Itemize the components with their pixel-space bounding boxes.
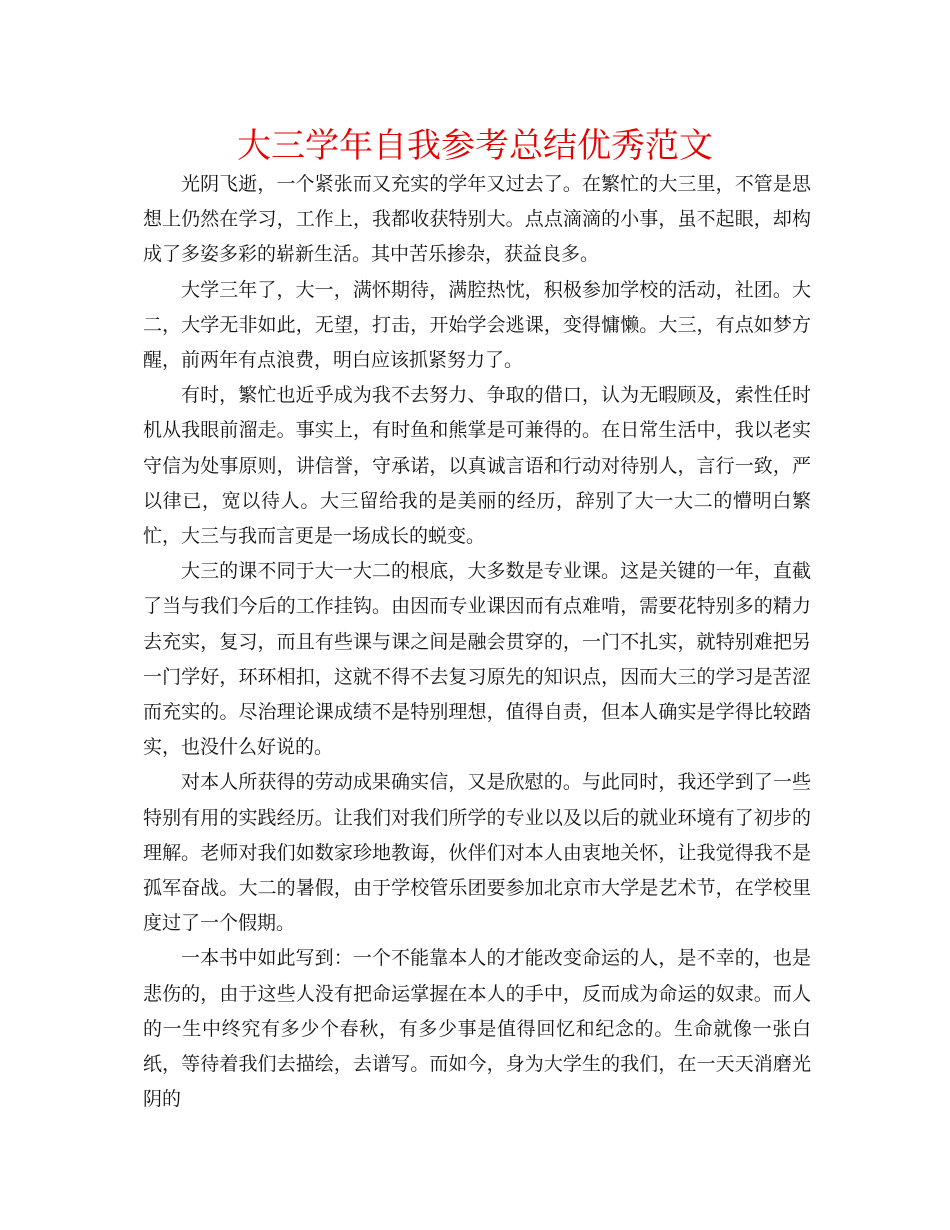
paragraph: 一本书中如此写到：一个不能靠本人的才能改变命运的人，是不幸的，也是悲伤的，由于这些人没有把命运掌握在本人的手中，反而成为命运的奴隶。而人的一生中终究有多少个春秋，有多少事是值得回忆和纪念的。生命就像一张白纸，等待着我们去描绘，去谱写。而如今，身为大学生的我们，在一天天消磨光阴的: [143, 947, 811, 1111]
paragraph: 大三的课不同于大一大二的根底，大多数是专业课。这是关键的一年，直截了当与我们今后的工作挂钩。由因而专业课因而有点难啃，需要花特别多的精力去充实，复习，而且有些课与课之间是融会贯穿的，一门不扎实，就特别难把另一门学好，环环相扣，这就不得不去复习原先的知识点，因而大三的学习是苦涩而充实的。尽治理论课成绩不是特别理想，值得自责，但本人确实是学得比较踏实，也没什么好说的。: [143, 560, 811, 759]
document-body: [143, 167, 811, 1117]
document-title: 大三学年自我参考总结优秀范文: [237, 126, 713, 166]
paragraph: 光阴飞逝，一个紧张而又充实的学年又过去了。在繁忙的大三里，不管是思想上仍然在学习，工作上，我都收获特别大。点点滴滴的小事，虽不起眼，却构成了多姿多彩的崭新生活。其中苦乐掺杂，获益良多。: [143, 173, 811, 266]
paragraph: 对本人所获得的劳动成果确实信，又是欣慰的。与此同时，我还学到了一些特别有用的实践经历。让我们对我们所学的专业以及以后的就业环境有了初步的理解。老师对我们如数家珍地教诲，伙伴们对本人由衷地关怀，让我觉得我不是孤军奋战。大二的暑假，由于学校管乐团要参加北京市大学是艺术节，在学校里度过了一个假期。: [143, 771, 811, 935]
paragraph: 有时，繁忙也近乎成为我不去努力、争取的借口，认为无暇顾及，索性任时机从我眼前溜走。事实上，有时鱼和熊掌是可兼得的。在日常生活中，我以老实守信为处事原则，讲信誉，守承诺，以真诚言语和行动对待别人，言行一致，严以律已，宽以待人。大三留给我的是美丽的经历，辞别了大一大二的懵明白繁忙，大三与我而言更是一场成长的蜕变。: [143, 384, 811, 548]
paragraph: 大学三年了，大一，满怀期待，满腔热忱，积极参加学校的活动，社团。大二，大学无非如此，无望，打击，开始学会逃课，变得慵懒。大三，有点如梦方醒，前两年有点浪费，明白应该抓紧努力了。: [143, 278, 811, 372]
